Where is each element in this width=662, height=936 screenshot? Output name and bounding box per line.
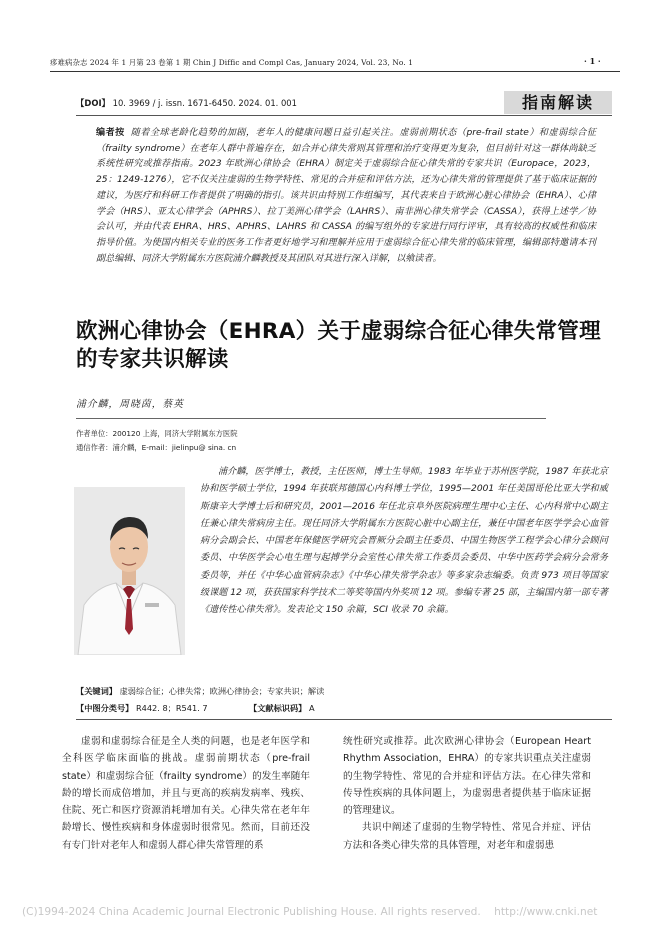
clc-label: 【中图分类号】 [76,703,134,713]
corresponding-author: 通信作者：浦介麟，E-mail：jielinpu@ sina. cn [76,443,237,452]
doi-line [76,97,297,109]
editor-note [96,126,596,267]
body-paragraph: 共识中阐述了虚弱的生物学特性、常见合并症、评估方法和各类心律失常的具体管理，对老年和虚弱患 [343,822,591,851]
author-photo [74,487,185,655]
author-list: 浦介麟，周晓茵，蔡英 [76,399,184,410]
column-tag: 指南解读 [504,91,612,114]
affiliation: 作者单位：200120 上海，同济大学附属东方医院 [76,429,238,438]
doc-id-value: A [308,703,315,713]
keywords-label: 【关键词】 [76,686,117,696]
author-portrait-illustration [74,487,185,655]
title-rule [76,418,546,419]
body-paragraph: 统性研究或推荐。此次欧洲心律协会（European Heart Rhythm Association，EHRA）的专家共识重点关注虚弱的生物学特性、常见的合并症和评估方法。在心律失常和传导性疾病的具体问题上，为虚弱患者提供基于临床证据的管理建议。 [343,736,591,817]
doi-label: 【DOI】 [76,98,110,108]
editor-note-label: 编者按 [96,128,125,138]
editor-note-text: 随着全球老龄化趋势的加剧，老年人的健康问题日益引起关注。虚弱前期状态（pre-frail state）和虚弱综合征（frailty syndrome）在老年人群中普遍存在，如合并心律失常则其管理和治疗变得更为复杂，但目前针对这一群体尚缺乏系统性研究或推荐指南。2023 年欧洲心律协会（EHRA）制定关于虚弱综合征心律失常的专家共识（Europace，2023，25：1249-1276），它不仅关注虚弱的生物学特性、常见的合并症和评估方法，还为心律失常的管理提供了基于临床证据的建议，为医疗和科研工作者提供了明确的指引。该共识由特别工作组编写，其代表来自于欧洲心脏心律协会（EHRA）、心律学会（HRS）、亚太心律学会（APHRS）、拉丁美洲心律学会（LAHRS）、南非洲心律失常学会（CASSA），获得上述学／协会认可，并由代表 EHRA、HRS、APHRS、LAHRS 和 CASSA 的编写组外的专家进行同行评审，具有较高的权威性和临床指导价值。为使国内相关专业的医务工作者更好地学习和理解并应用于虚弱综合征心律失常的临床管理，编辑部特邀请本刊副总编辑、同济大学附属东方医院浦介麟教授及其团队对其进行深入详解，以飨读者。 [96,128,596,264]
author-biography: 浦介麟，医学博士，教授，主任医师，博士生导师。1983 年毕业于苏州医学院，1987 年获北京协和医学硕士学位，1994 年获联邦德国心内科博士学位，1995—2001 年任美国哥伦比亚大学和威斯康辛大学博士后和研究员，2001—2016 年任北京阜外医院病理生理中心主任、心内科常中心副主任兼心律失常病房主任。现任同济大学附属东方医院心脏中心副主任，兼任中国老年医学学会心血管病分会副会长、中国老年保健医学研究会晋厥分会副主任委员、中国生物医学工程学会心律分会顾问委员、中华医学会心电生理与起搏学分会室性心律失常工作委员会委员、中华中医药学会病分会常务委员等，并任《中华心血管病杂志》《中华心律失常学杂志》等多家杂志编委。负责 973 项目等国家级课题 12 项，获获国家科学技术二等奖等国内外奖项 12 项。参编专著 25 部，主编国内第一部专著《遗传性心律失常》。发表论文 150 余篇，SCI 收录 70 余篇。 [200,467,608,616]
article-title: 欧洲心律协会（EHRA）关于虚弱综合征心律失常管理的专家共识解读 [76,319,601,372]
publisher-watermark: (C)1994-2024 China Academic Journal Electronic Publishing House. All rights reserved. http://www.cnki.net [22,906,598,918]
keywords-rule [76,719,612,720]
doi-rule [76,115,612,116]
page-number: · 1 · [584,56,601,66]
keywords-value: 虚弱综合征；心律失常；欧洲心律协会；专家共识；解读 [119,686,325,696]
doc-id-label: 【文献标识码】 [249,703,307,713]
keywords-line [76,686,324,697]
body-paragraph: 虚弱和虚弱综合征是全人类的问题，也是老年医学和全科医学临床面临的挑战。虚弱前期状态（pre-frail state）和虚弱综合征（frailty syndrome）的发生率随年龄的增长而成倍增加，并且与更高的疾病发病率、残疾、住院、死亡和医疗资源消耗增加有关。心律失常在老年年龄增长、慢性疾病和身体虚弱时很常见。然而，目前还没有专门针对老年人和虚弱人群心律失常管理的系 [62,736,310,851]
document-id [249,703,315,714]
doi-value: 10. 3969 / j. issn. 1671-6450. 2024. 01. 001 [112,98,297,108]
body-column-left [62,733,310,854]
clc-value: R442. 8；R541. 7 [135,703,208,713]
header-rule [50,71,620,72]
classification-line [76,703,315,714]
running-header: 痑难病杂志 2024 年 1 月第 23 卷第 1 期 Chin J Diffic and Compl Cas, January 2024, Vol. 23, No. 1 [50,58,414,67]
body-column-right [343,733,591,854]
